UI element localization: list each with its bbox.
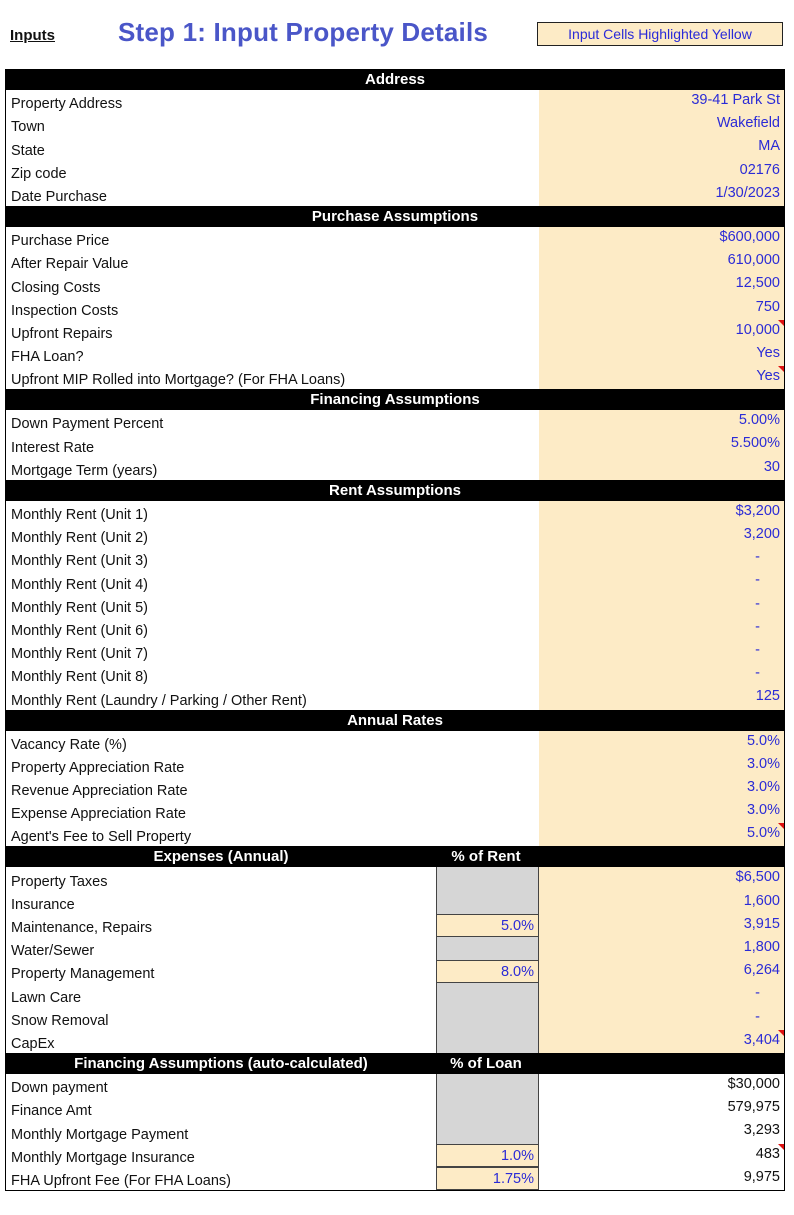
top-bar bbox=[0, 0, 794, 68]
row-label: Zip code bbox=[11, 165, 67, 182]
row-label: Monthly Rent (Unit 7) bbox=[11, 646, 148, 663]
row-label: Finance Amt bbox=[11, 1103, 92, 1120]
row-rent-unit-3 bbox=[6, 547, 784, 570]
lawn-care-cell[interactable]: - bbox=[539, 983, 784, 1006]
row-purchase-price bbox=[6, 227, 784, 250]
row-property-address bbox=[6, 90, 784, 113]
row-rent-unit-2 bbox=[6, 524, 784, 547]
row-label: Down payment bbox=[11, 1080, 108, 1097]
fha-loan-cell[interactable]: Yes bbox=[539, 343, 784, 366]
expense-appreciation-cell[interactable]: 3.0% bbox=[539, 800, 784, 823]
maintenance-pct-cell[interactable]: 5.0% bbox=[436, 914, 539, 937]
pct-cell bbox=[436, 1030, 539, 1053]
row-label: Upfront Repairs bbox=[11, 325, 113, 342]
insurance-cell[interactable]: 1,600 bbox=[539, 891, 784, 914]
section-header-expenses bbox=[6, 846, 784, 867]
interest-rate-cell[interactable]: 5.500% bbox=[539, 433, 784, 456]
row-upfront-mip bbox=[6, 366, 784, 389]
row-vacancy-rate bbox=[6, 731, 784, 754]
row-label: Down Payment Percent bbox=[11, 416, 164, 433]
pct-cell bbox=[436, 1007, 539, 1030]
row-label: Lawn Care bbox=[11, 989, 82, 1006]
rent-unit-8-cell[interactable]: - bbox=[539, 663, 784, 686]
row-label: Monthly Rent (Unit 1) bbox=[11, 507, 148, 523]
row-label: Property Taxes bbox=[11, 873, 108, 890]
row-label: Monthly Rent (Laundry / Parking / Other Rent) bbox=[11, 692, 307, 709]
monthly-mortgage-insurance-cell[interactable]: 483 bbox=[539, 1144, 784, 1167]
row-label: Upfront MIP Rolled into Mortgage? (For FHA Loans) bbox=[11, 372, 346, 389]
mortgage-term-cell[interactable]: 30 bbox=[539, 457, 784, 480]
rent-unit-3-cell[interactable]: - bbox=[539, 547, 784, 570]
row-label: Town bbox=[11, 119, 45, 136]
row-rent-unit-1 bbox=[6, 501, 784, 524]
fha-upfront-pct-cell[interactable]: 1.75% bbox=[436, 1167, 539, 1190]
inspection-costs-cell[interactable]: 750 bbox=[539, 297, 784, 320]
pct-cell bbox=[436, 1097, 539, 1120]
row-rent-other bbox=[6, 686, 784, 709]
comment-indicator-icon[interactable] bbox=[778, 320, 784, 326]
row-label: CapEx bbox=[11, 1035, 55, 1052]
row-town bbox=[6, 113, 784, 136]
pct-of-rent-header: % of Rent bbox=[451, 848, 521, 866]
pct-cell bbox=[436, 983, 539, 1006]
pct-of-loan-header: % of Loan bbox=[450, 1054, 522, 1072]
row-closing-costs bbox=[6, 273, 784, 296]
purchase-price-cell[interactable]: $600,000 bbox=[539, 227, 784, 250]
row-label: Purchase Price bbox=[11, 233, 110, 250]
row-label: Monthly Rent (Unit 5) bbox=[11, 599, 148, 616]
row-fha-loan bbox=[6, 343, 784, 366]
row-label: Inspection Costs bbox=[11, 302, 119, 319]
row-rent-unit-8 bbox=[6, 663, 784, 686]
row-label: Expense Appreciation Rate bbox=[11, 806, 186, 823]
finance-amt-cell[interactable]: 579,975 bbox=[539, 1097, 784, 1120]
input-sheet bbox=[5, 69, 785, 1191]
row-rent-unit-6 bbox=[6, 617, 784, 640]
vacancy-rate-cell[interactable]: 5.0% bbox=[539, 731, 784, 754]
row-monthly-mortgage-payment bbox=[6, 1120, 784, 1143]
row-interest-rate bbox=[6, 433, 784, 456]
rent-unit-1-cell[interactable]: $3,200 bbox=[539, 501, 784, 524]
rent-unit-4-cell[interactable]: - bbox=[539, 570, 784, 593]
row-label: Property Management bbox=[11, 966, 155, 983]
comment-indicator-icon[interactable] bbox=[778, 1030, 784, 1036]
row-label: Interest Rate bbox=[11, 439, 95, 456]
row-rent-unit-7 bbox=[6, 640, 784, 663]
comment-indicator-icon[interactable] bbox=[778, 1144, 784, 1150]
agent-fee-cell[interactable]: 5.0% bbox=[539, 823, 784, 846]
expenses-title: Expenses (Annual) bbox=[153, 848, 289, 866]
down-payment-percent-cell[interactable]: 5.00% bbox=[539, 410, 784, 433]
row-monthly-mortgage-insurance bbox=[6, 1144, 784, 1167]
row-fha-upfront-fee bbox=[6, 1167, 784, 1190]
closing-costs-cell[interactable]: 12,500 bbox=[539, 273, 784, 296]
row-label: Property Appreciation Rate bbox=[11, 759, 185, 776]
property-appreciation-cell[interactable]: 3.0% bbox=[539, 754, 784, 777]
row-label: Revenue Appreciation Rate bbox=[11, 783, 188, 800]
row-after-repair-value bbox=[6, 250, 784, 273]
row-label: Mortgage Term (years) bbox=[11, 462, 158, 479]
row-label: Insurance bbox=[11, 896, 75, 913]
row-rent-unit-5 bbox=[6, 594, 784, 617]
pct-cell bbox=[436, 937, 539, 960]
row-inspection-costs bbox=[6, 297, 784, 320]
pct-cell bbox=[436, 891, 539, 914]
property-management-cell[interactable]: 6,264 bbox=[539, 960, 784, 983]
state-cell[interactable]: MA bbox=[539, 136, 784, 159]
row-down-payment-percent bbox=[6, 410, 784, 433]
rent-unit-7-cell[interactable]: - bbox=[539, 640, 784, 663]
upfront-mip-cell[interactable]: Yes bbox=[539, 366, 784, 389]
row-label: Agent's Fee to Sell Property bbox=[11, 829, 192, 846]
fha-upfront-fee-cell[interactable]: 9,975 bbox=[539, 1167, 784, 1190]
rent-other-cell[interactable]: 125 bbox=[539, 686, 784, 709]
row-label: Monthly Rent (Unit 2) bbox=[11, 530, 148, 547]
row-label: Vacancy Rate (%) bbox=[11, 736, 127, 753]
row-label: Snow Removal bbox=[11, 1012, 109, 1029]
section-header-rates: Annual Rates bbox=[6, 710, 784, 731]
rent-unit-2-cell[interactable]: 3,200 bbox=[539, 524, 784, 547]
row-label: Monthly Rent (Unit 6) bbox=[11, 622, 148, 639]
town-cell[interactable]: Wakefield bbox=[539, 113, 784, 136]
row-down-payment bbox=[6, 1074, 784, 1097]
pct-cell bbox=[436, 1120, 539, 1143]
auto-financing-title: Financing Assumptions (auto-calculated) bbox=[74, 1054, 368, 1072]
section-header-purchase: Purchase Assumptions bbox=[6, 206, 784, 227]
maintenance-cell[interactable]: 3,915 bbox=[539, 914, 784, 937]
row-water-sewer bbox=[6, 937, 784, 960]
capex-cell[interactable]: 3,404 bbox=[539, 1030, 784, 1053]
row-property-taxes bbox=[6, 867, 784, 890]
water-sewer-cell[interactable]: 1,800 bbox=[539, 937, 784, 960]
row-snow-removal bbox=[6, 1007, 784, 1030]
row-property-appreciation bbox=[6, 754, 784, 777]
property-taxes-cell[interactable]: $6,500 bbox=[539, 867, 784, 890]
mortgage-insurance-pct-cell[interactable]: 1.0% bbox=[436, 1144, 539, 1167]
section-header-rent: Rent Assumptions bbox=[6, 480, 784, 501]
row-zip bbox=[6, 160, 784, 183]
rent-unit-5-cell[interactable]: - bbox=[539, 594, 784, 617]
row-expense-appreciation bbox=[6, 800, 784, 823]
row-label: Closing Costs bbox=[11, 279, 101, 296]
monthly-mortgage-payment-cell[interactable]: 3,293 bbox=[539, 1120, 784, 1143]
pct-cell bbox=[436, 867, 539, 890]
row-revenue-appreciation bbox=[6, 777, 784, 800]
row-label: Property Address bbox=[11, 96, 123, 113]
comment-indicator-icon[interactable] bbox=[778, 366, 784, 372]
row-label: Date Purchase bbox=[11, 188, 107, 205]
row-label: FHA Upfront Fee (For FHA Loans) bbox=[11, 1172, 231, 1189]
row-agent-fee bbox=[6, 823, 784, 846]
row-label: Monthly Rent (Unit 4) bbox=[11, 576, 148, 593]
row-label: FHA Loan? bbox=[11, 349, 84, 366]
row-label: Monthly Rent (Unit 3) bbox=[11, 553, 148, 570]
snow-removal-cell[interactable]: - bbox=[539, 1007, 784, 1030]
row-label: Maintenance, Repairs bbox=[11, 920, 153, 936]
pct-cell bbox=[436, 1074, 539, 1097]
row-upfront-repairs bbox=[6, 320, 784, 343]
section-header-auto-financing bbox=[6, 1053, 784, 1074]
row-label: Monthly Mortgage Insurance bbox=[11, 1149, 195, 1166]
row-finance-amt bbox=[6, 1097, 784, 1120]
section-header-address: Address bbox=[6, 69, 784, 90]
row-lawn-care bbox=[6, 983, 784, 1006]
comment-indicator-icon[interactable] bbox=[778, 823, 784, 829]
upfront-repairs-cell[interactable]: 10,000 bbox=[539, 320, 784, 343]
management-pct-cell[interactable]: 8.0% bbox=[436, 960, 539, 983]
row-insurance bbox=[6, 891, 784, 914]
row-label: Monthly Rent (Unit 8) bbox=[11, 669, 148, 686]
page-title: Step 1: Input Property Details bbox=[118, 17, 489, 47]
zip-cell[interactable]: 02176 bbox=[539, 160, 784, 183]
row-label: After Repair Value bbox=[11, 256, 129, 273]
row-date-purchase bbox=[6, 183, 784, 206]
down-payment-cell[interactable]: $30,000 bbox=[539, 1074, 784, 1097]
property-address-cell[interactable]: 39-41 Park St bbox=[539, 90, 784, 113]
rent-unit-6-cell[interactable]: - bbox=[539, 617, 784, 640]
inputs-label: Inputs bbox=[10, 27, 55, 44]
row-label: Monthly Mortgage Payment bbox=[11, 1126, 189, 1143]
row-label: Water/Sewer bbox=[11, 943, 95, 960]
revenue-appreciation-cell[interactable]: 3.0% bbox=[539, 777, 784, 800]
row-capex bbox=[6, 1030, 784, 1053]
row-rent-unit-4 bbox=[6, 570, 784, 593]
section-header-financing: Financing Assumptions bbox=[6, 389, 784, 410]
row-property-management bbox=[6, 960, 784, 983]
row-label: State bbox=[11, 142, 45, 159]
row-mortgage-term bbox=[6, 457, 784, 480]
date-purchase-cell[interactable]: 1/30/2023 bbox=[539, 183, 784, 206]
after-repair-value-cell[interactable]: 610,000 bbox=[539, 250, 784, 273]
row-state bbox=[6, 136, 784, 159]
input-legend: Input Cells Highlighted Yellow bbox=[537, 22, 783, 46]
row-maintenance bbox=[6, 914, 784, 937]
